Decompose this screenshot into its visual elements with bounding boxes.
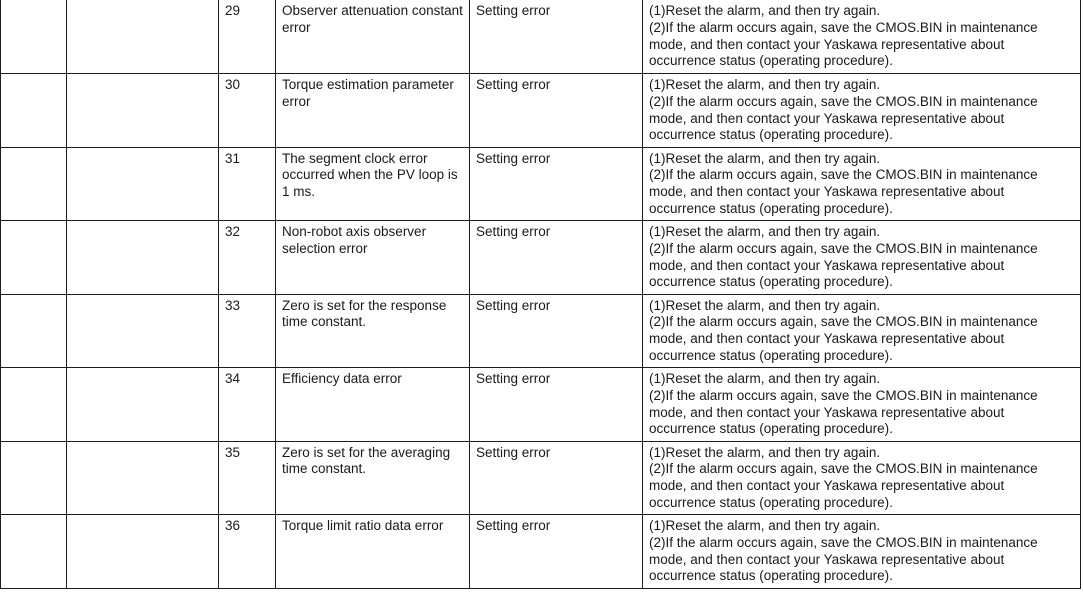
empty-cell [1, 147, 67, 221]
alarm-description-cell: Torque estimation parameter error [276, 74, 470, 148]
empty-cell [1, 368, 67, 442]
alarm-number-cell: 31 [219, 147, 276, 221]
remedy-step: (2)If the alarm occurs again, save the CMOS.BIN in maintenance mode, and then contact your Yaskawa representative about occurrence status (operating procedure). [649, 461, 1038, 510]
remedy-step: (1)Reset the alarm, and then try again. [649, 3, 881, 18]
remedy-cell [643, 0, 1081, 74]
remedy-step: (2)If the alarm occurs again, save the CMOS.BIN in maintenance mode, and then contact your Yaskawa representative about occurrence status (operating procedure). [649, 19, 1038, 69]
empty-cell [1, 515, 67, 589]
table-row [1, 515, 1081, 589]
remedy-cell [643, 74, 1081, 148]
empty-cell [67, 441, 219, 515]
alarm-description-cell: Torque limit ratio data error [276, 515, 470, 589]
alarm-table-body [1, 0, 1081, 588]
alarm-number-cell: 35 [219, 441, 276, 515]
table-row [1, 294, 1081, 368]
empty-cell [67, 0, 219, 74]
alarm-number-cell: 33 [219, 294, 276, 368]
remedy-step: (1)Reset the alarm, and then try again. [649, 371, 881, 386]
remedy-cell [643, 515, 1081, 589]
alarm-description-cell: The segment clock error occurred when the PV loop is 1 ms. [276, 147, 470, 221]
empty-cell [1, 221, 67, 295]
alarm-number-cell: 34 [219, 368, 276, 442]
table-row [1, 147, 1081, 221]
remedy-step: (2)If the alarm occurs again, save the CMOS.BIN in maintenance mode, and then contact your Yaskawa representative about occurrence status (operating procedure). [649, 387, 1038, 437]
alarm-description-cell: Zero is set for the averaging time constant. [276, 441, 470, 515]
alarm-type-cell: Setting error [470, 74, 643, 148]
table-row [1, 441, 1081, 515]
empty-cell [67, 368, 219, 442]
table-row [1, 368, 1081, 442]
remedy-step: (1)Reset the alarm, and then try again. [649, 297, 881, 313]
alarm-number-cell: 36 [219, 515, 276, 589]
table-row [1, 0, 1081, 74]
alarm-description-cell: Observer attenuation constant error [276, 0, 470, 74]
empty-cell [67, 294, 219, 368]
remedy-step: (1)Reset the alarm, and then try again. [649, 444, 881, 460]
remedy-step: (1)Reset the alarm, and then try again. [649, 77, 881, 92]
remedy-cell [643, 441, 1081, 515]
empty-cell [1, 74, 67, 148]
alarm-description-cell: Efficiency data error [276, 368, 470, 442]
alarm-type-cell: Setting error [470, 368, 643, 442]
alarm-type-cell: Setting error [470, 441, 643, 515]
empty-cell [1, 294, 67, 368]
remedy-step: (2)If the alarm occurs again, save the CMOS.BIN in maintenance mode, and then contact your Yaskawa representative about occurrence status (operating procedure). [649, 534, 1038, 584]
alarm-type-cell: Setting error [470, 515, 643, 589]
remedy-step: (2)If the alarm occurs again, save the CMOS.BIN in maintenance mode, and then contact your Yaskawa representative about occurrence status (operating procedure). [649, 240, 1038, 290]
remedy-step: (1)Reset the alarm, and then try again. [649, 518, 881, 533]
remedy-step: (1)Reset the alarm, and then try again. [649, 224, 881, 239]
remedy-step: (2)If the alarm occurs again, save the CMOS.BIN in maintenance mode, and then contact your Yaskawa representative about occurrence status (operating procedure). [649, 93, 1038, 143]
alarm-type-cell: Setting error [470, 221, 643, 295]
alarm-type-cell: Setting error [470, 294, 643, 368]
empty-cell [1, 441, 67, 515]
alarm-number-cell: 30 [219, 74, 276, 148]
alarm-number-cell: 29 [219, 0, 276, 74]
remedy-step: (1)Reset the alarm, and then try again. [649, 150, 881, 166]
remedy-cell [643, 294, 1081, 368]
remedy-cell [643, 147, 1081, 221]
empty-cell [67, 221, 219, 295]
empty-cell [67, 147, 219, 221]
empty-cell [67, 515, 219, 589]
remedy-step: (2)If the alarm occurs again, save the CMOS.BIN in maintenance mode, and then contact your Yaskawa representative about occurrence status (operating procedure). [649, 314, 1038, 363]
remedy-cell [643, 368, 1081, 442]
remedy-step: (2)If the alarm occurs again, save the CMOS.BIN in maintenance mode, and then contact your Yaskawa representative about occurrence status (operating procedure). [649, 167, 1038, 216]
remedy-cell [643, 221, 1081, 295]
alarm-type-cell: Setting error [470, 147, 643, 221]
alarm-description-cell: Zero is set for the response time constant. [276, 294, 470, 368]
table-row [1, 221, 1081, 295]
alarm-description-cell: Non-robot axis observer selection error [276, 221, 470, 295]
alarm-number-cell: 32 [219, 221, 276, 295]
alarm-type-cell: Setting error [470, 0, 643, 74]
table-row [1, 74, 1081, 148]
empty-cell [1, 0, 67, 74]
empty-cell [67, 74, 219, 148]
